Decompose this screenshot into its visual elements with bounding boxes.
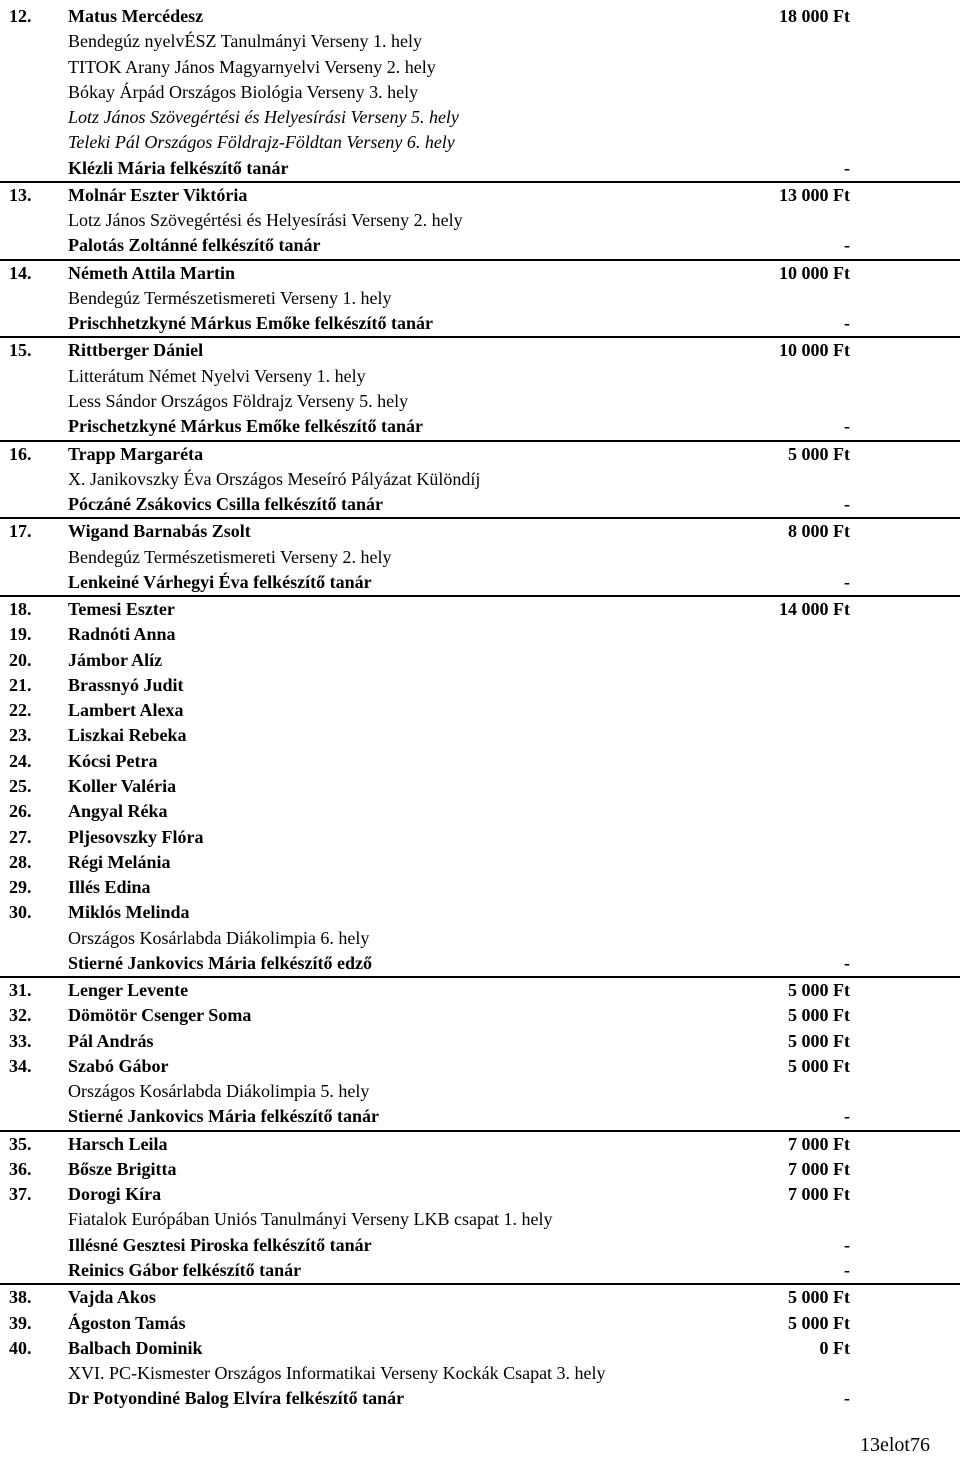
competition-result: Bendegúz Természetismereti Verseny 1. hely	[68, 287, 392, 308]
award-amount: 5 000 Ft	[788, 443, 850, 464]
teacher-name: Stierné Jankovics Mária felkészítő tanár	[68, 1106, 379, 1127]
award-amount: -	[844, 157, 850, 178]
teacher-row	[0, 233, 960, 260]
student-row	[0, 597, 960, 622]
rank-number: 21.	[9, 674, 32, 695]
student-row	[0, 1132, 960, 1157]
award-amount: 5 000 Ft	[788, 980, 850, 1001]
rank-number: 23.	[9, 725, 32, 746]
teacher-row	[0, 1104, 960, 1131]
result-row	[0, 926, 960, 951]
award-amount: 14 000 Ft	[779, 599, 850, 620]
result-row	[0, 286, 960, 311]
teacher-name: Prischhetzkyné Márkus Emőke felkészítő tanár	[68, 313, 433, 334]
award-amount: -	[844, 1234, 850, 1255]
student-row	[0, 723, 960, 748]
student-name: Pljesovszky Flóra	[68, 826, 204, 847]
teacher-row	[0, 1386, 960, 1411]
result-row	[0, 1207, 960, 1232]
rank-number: 19.	[9, 624, 32, 645]
student-name: Wigand Barnabás Zsolt	[68, 521, 251, 542]
rank-number: 16.	[9, 443, 32, 464]
award-amount: -	[844, 416, 850, 437]
student-name: Dorogi Kíra	[68, 1184, 162, 1205]
award-amount: 5 000 Ft	[788, 1030, 850, 1051]
student-name: Balbach Dominik	[68, 1337, 203, 1358]
competition-result: Bókay Árpád Országos Biológia Verseny 3. hely	[68, 81, 419, 102]
competition-result: Országos Kosárlabda Diákolimpia 6. hely	[68, 927, 370, 948]
award-amount: -	[844, 235, 850, 256]
rank-number: 13.	[9, 184, 32, 205]
student-row	[0, 1157, 960, 1182]
award-amount: 5 000 Ft	[788, 1005, 850, 1026]
rank-number: 37.	[9, 1184, 32, 1205]
rank-number: 40.	[9, 1337, 32, 1358]
award-amount: 18 000 Ft	[779, 6, 850, 26]
rank-number: 32.	[9, 1005, 32, 1026]
student-row	[0, 799, 960, 824]
award-amount: 7 000 Ft	[788, 1184, 850, 1205]
award-amount: 7 000 Ft	[788, 1133, 850, 1154]
teacher-name: Palotás Zoltánné felkészítő tanár	[68, 235, 321, 256]
student-row	[0, 519, 960, 544]
result-row	[0, 80, 960, 105]
result-row	[0, 1361, 960, 1386]
rank-number: 27.	[9, 826, 32, 847]
rank-number: 12.	[9, 6, 32, 26]
student-name: Régi Melánia	[68, 851, 171, 872]
award-amount: 10 000 Ft	[779, 262, 850, 283]
student-row	[0, 774, 960, 799]
student-name: Brassnyó Judit	[68, 674, 184, 695]
rank-number: 31.	[9, 980, 32, 1001]
student-row	[0, 1182, 960, 1207]
student-row	[0, 4, 960, 29]
student-name: Lenger Levente	[68, 980, 189, 1001]
teacher-name: Reinics Gábor felkészítő tanár	[68, 1260, 302, 1281]
award-amount: 13 000 Ft	[779, 184, 850, 205]
page-footer: 13elot76	[860, 1434, 930, 1456]
rank-number: 36.	[9, 1158, 32, 1179]
teacher-row	[0, 156, 960, 183]
competition-result: X. Janikovszky Éva Országos Meseíró Pályázat Különdíj	[68, 468, 481, 489]
competition-result: Fiatalok Európában Uniós Tanulmányi Verseny LKB csapat 1. hely	[68, 1209, 553, 1230]
student-name: Ágoston Tamás	[68, 1312, 186, 1333]
award-amount: -	[844, 313, 850, 334]
competition-result: XVI. PC-Kismester Országos Informatikai Verseny Kockák Csapat 3. hely	[68, 1363, 606, 1384]
student-name: Illés Edina	[68, 877, 151, 898]
rank-number: 26.	[9, 801, 32, 822]
student-row	[0, 442, 960, 467]
award-amount: -	[844, 494, 850, 515]
student-name: Szabó Gábor	[68, 1055, 169, 1076]
student-row	[0, 1054, 960, 1079]
competition-result: Országos Kosárlabda Diákolimpia 5. hely	[68, 1081, 370, 1102]
rank-number: 29.	[9, 877, 32, 898]
student-name: Dömötör Csenger Soma	[68, 1005, 252, 1026]
teacher-name: Illésné Gesztesi Piroska felkészítő tanár	[68, 1234, 372, 1255]
student-row	[0, 338, 960, 363]
award-amount: -	[844, 952, 850, 973]
competition-result: Lotz János Szövegértési és Helyesírási Verseny 5. hely	[68, 107, 459, 128]
rank-number: 34.	[9, 1055, 32, 1076]
student-name: Rittberger Dániel	[68, 340, 204, 361]
competition-result: TITOK Arany János Magyarnyelvi Verseny 2. hely	[68, 56, 436, 77]
student-row	[0, 698, 960, 723]
student-row	[0, 1285, 960, 1310]
student-row	[0, 673, 960, 698]
student-row	[0, 978, 960, 1003]
student-row	[0, 825, 960, 850]
result-row	[0, 1079, 960, 1104]
result-row	[0, 545, 960, 570]
student-name: Kócsi Petra	[68, 750, 158, 771]
result-row	[0, 55, 960, 80]
rank-number: 17.	[9, 521, 32, 542]
teacher-row	[0, 492, 960, 519]
student-name: Liszkai Rebeka	[68, 725, 187, 746]
student-row	[0, 1003, 960, 1028]
award-amount: -	[844, 571, 850, 592]
student-name: Angyal Réka	[68, 801, 168, 822]
student-row	[0, 183, 960, 208]
student-name: Harsch Leila	[68, 1133, 168, 1154]
student-row	[0, 900, 960, 925]
student-row	[0, 1311, 960, 1336]
teacher-name: Lenkeiné Várhegyi Éva felkészítő tanár	[68, 571, 372, 592]
competition-result: Lotz János Szövegértési és Helyesírási Verseny 2. hely	[68, 210, 463, 231]
teacher-name: Dr Potyondiné Balog Elvíra felkészítő tanár	[68, 1388, 405, 1409]
teacher-row	[0, 1233, 960, 1258]
teacher-row	[0, 1258, 960, 1285]
student-row	[0, 850, 960, 875]
result-row	[0, 364, 960, 389]
rank-number: 39.	[9, 1312, 32, 1333]
rank-number: 35.	[9, 1133, 32, 1154]
competition-result: Bendegúz nyelvÉSZ Tanulmányi Verseny 1. hely	[68, 31, 423, 52]
teacher-row	[0, 414, 960, 441]
award-list	[0, 4, 960, 1412]
teacher-row	[0, 570, 960, 597]
award-amount: -	[844, 1260, 850, 1281]
rank-number: 24.	[9, 750, 32, 771]
student-name: Vajda Akos	[68, 1287, 156, 1308]
student-row	[0, 749, 960, 774]
rank-number: 15.	[9, 340, 32, 361]
student-name: Matus Mercédesz	[68, 6, 204, 26]
teacher-name: Klézli Mária felkészítő tanár	[68, 157, 289, 178]
student-row	[0, 875, 960, 900]
teacher-row	[0, 311, 960, 338]
student-name: Lambert Alexa	[68, 700, 184, 721]
award-amount: 5 000 Ft	[788, 1055, 850, 1076]
rank-number: 20.	[9, 649, 32, 670]
rank-number: 14.	[9, 262, 32, 283]
competition-result: Less Sándor Országos Földrajz Verseny 5. hely	[68, 390, 409, 411]
result-row	[0, 467, 960, 492]
award-amount: 5 000 Ft	[788, 1312, 850, 1333]
student-name: Trapp Margaréta	[68, 443, 204, 464]
student-name: Temesi Eszter	[68, 599, 175, 620]
teacher-name: Stierné Jankovics Mária felkészítő edző	[68, 952, 372, 973]
competition-result: Teleki Pál Országos Földrajz-Földtan Verseny 6. hely	[68, 132, 455, 153]
student-row	[0, 261, 960, 286]
result-row	[0, 389, 960, 414]
award-amount: 0 Ft	[819, 1337, 850, 1358]
competition-result: Bendegúz Természetismereti Verseny 2. hely	[68, 546, 392, 567]
student-row	[0, 1029, 960, 1054]
student-row	[0, 648, 960, 673]
student-name: Radnóti Anna	[68, 624, 176, 645]
teacher-name: Prischetzkyné Márkus Emőke felkészítő tanár	[68, 416, 423, 437]
result-row	[0, 130, 960, 155]
rank-number: 18.	[9, 599, 32, 620]
result-row	[0, 105, 960, 130]
student-name: Bősze Brigitta	[68, 1158, 177, 1179]
student-name: Jámbor Alíz	[68, 649, 163, 670]
teacher-name: Póczáné Zsákovics Csilla felkészítő tanár	[68, 494, 383, 515]
award-amount: -	[844, 1388, 850, 1409]
student-name: Koller Valéria	[68, 775, 177, 796]
rank-number: 22.	[9, 700, 32, 721]
rank-number: 25.	[9, 775, 32, 796]
award-amount: -	[844, 1106, 850, 1127]
result-row	[0, 29, 960, 54]
student-name: Miklós Melinda	[68, 902, 190, 923]
student-row	[0, 1336, 960, 1361]
award-amount: 8 000 Ft	[788, 521, 850, 542]
student-name: Molnár Eszter Viktória	[68, 184, 248, 205]
rank-number: 30.	[9, 902, 32, 923]
student-name: Pál András	[68, 1030, 154, 1051]
rank-number: 38.	[9, 1287, 32, 1308]
rank-number: 28.	[9, 851, 32, 872]
rank-number: 33.	[9, 1030, 32, 1051]
student-name: Németh Attila Martin	[68, 262, 235, 283]
award-amount: 10 000 Ft	[779, 340, 850, 361]
student-row	[0, 622, 960, 647]
result-row	[0, 208, 960, 233]
competition-result: Litterátum Német Nyelvi Verseny 1. hely	[68, 365, 366, 386]
award-amount: 7 000 Ft	[788, 1158, 850, 1179]
award-amount: 5 000 Ft	[788, 1287, 850, 1308]
teacher-row	[0, 951, 960, 978]
